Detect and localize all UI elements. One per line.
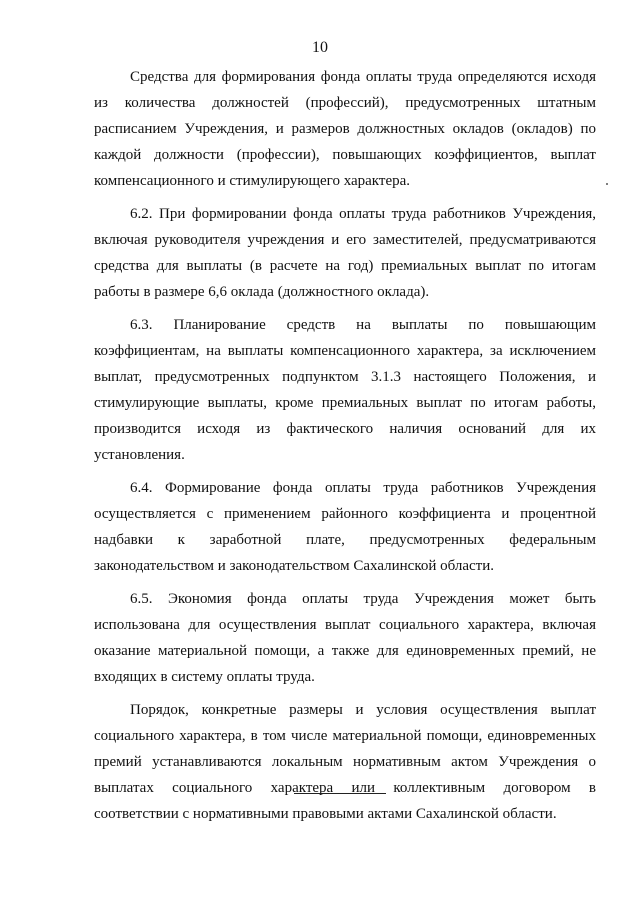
page-number: 10 (312, 39, 328, 56)
scan-speck (606, 183, 608, 185)
paragraph-6-3: 6.3. Планирование средств на выплаты по повышающим коэффициентам, на выплаты компенсационного характера, за исключением выплат, предусмотренных подпунктом 3.1.3 настоящего Положения, и стимулирующие выплаты, кроме премиальных выплат по итогам работы, производится исходя из фактического наличия оснований для их установления. (94, 317, 596, 463)
body-text (94, 64, 596, 827)
end-of-section-rule (294, 793, 386, 794)
paragraph-6-4: 6.4. Формирование фонда оплаты труда работников Учреждения осуществляется с применением районного коэффициента и процентной надбавки к заработной плате, предусмотренных федеральным законодательством и законодательством Сахалинской области. (94, 480, 596, 574)
paragraph-social-payments-procedure: Порядок, конкретные размеры и условия осуществления выплат социального характера, в том числе материальной помощи, единовременных премий устанавливаются локальным нормативным актом Учреждения о выплатах социального характера или коллективным договором в соответствии с нормативными правовыми актами Сахалинской области. (94, 702, 596, 822)
paragraph-6-2: 6.2. При формировании фонда оплаты труда работников Учреждения, включая руководителя учреждения и его заместителей, предусматриваются средства для выплаты (в расчете на год) премиальных выплат по итогам работы в размере 6,6 оклада (должностного оклада). (94, 206, 596, 300)
paragraph-6-5: 6.5. Экономия фонда оплаты труда Учреждения может быть использована для осуществления выплат социального характера, включая оказание материальной помощи, а также для единовременных премий, не входящих в систему оплаты труда. (94, 591, 596, 685)
paragraph-fund-composition: Средства для формирования фонда оплаты труда определяются исходя из количества должностей (профессий), предусмотренных штатным расписанием Учреждения, и размеров должностных окладов (окладов) по каждой должности (профессии), повышающих коэффициентов, выплат компенсационного и стимулирующего характера. (94, 69, 596, 189)
